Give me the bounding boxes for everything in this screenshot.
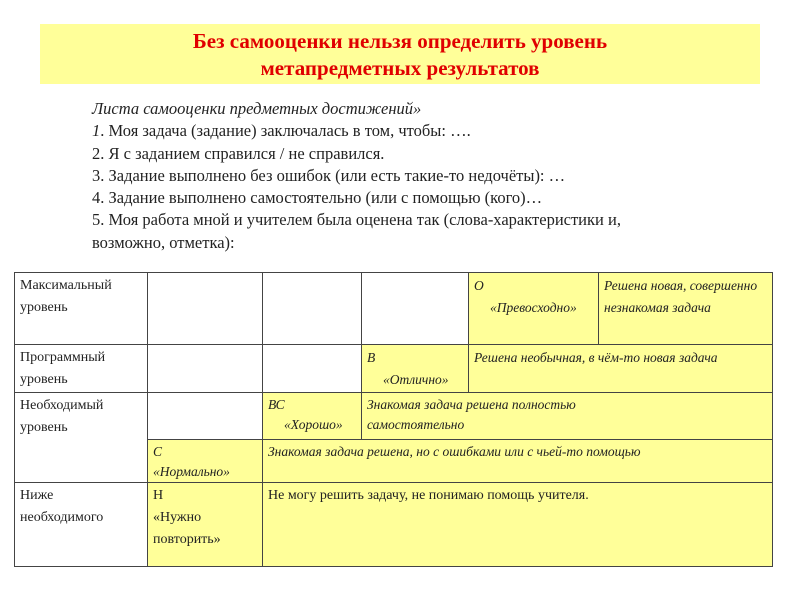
grade-word: «Превосходно» bbox=[490, 300, 577, 315]
level-below: Ниже необходимого bbox=[14, 482, 148, 567]
sheet-heading: Листа самооценки предметных достижений» bbox=[92, 99, 422, 118]
grade-h bbox=[147, 482, 263, 567]
level-program: Программный уровень bbox=[14, 344, 148, 393]
grade-b bbox=[361, 344, 469, 393]
sheet-item-3: 3. Задание выполнено без ошибок (или есть такие-то недочёты): … bbox=[92, 165, 566, 185]
grade-word: «Отлично» bbox=[383, 372, 449, 387]
empty-cell bbox=[361, 272, 469, 345]
level-max: Максимальный уровень bbox=[14, 272, 148, 345]
grade-word: «Хорошо» bbox=[284, 417, 343, 432]
slide-title bbox=[40, 24, 760, 84]
desc-c: Знакомая задача решена, но с ошибками или с чьей-то помощью bbox=[262, 439, 773, 483]
sheet-item-2: 2. Я с заданием справился / не справился. bbox=[92, 143, 385, 163]
grade-word: «Нужно повторить» bbox=[153, 510, 221, 547]
grade-letter: ВС bbox=[268, 397, 285, 412]
sheet-item-5: 5. Моя работа мной и учителем была оценена так (слова-характеристики и, bbox=[92, 210, 621, 230]
desc-h: Не могу решить задачу, не понимаю помощь учителя. bbox=[262, 482, 773, 567]
grade-c bbox=[147, 439, 263, 483]
empty-cell bbox=[147, 272, 263, 345]
sheet-item-4: 4. Задание выполнено самостоятельно (или с помощью (кого)… bbox=[92, 188, 543, 208]
desc-o: Решена новая, совершенно незнакомая задача bbox=[598, 272, 773, 345]
title-line-1: Без самооценки нельзя определить уровень bbox=[192, 29, 608, 53]
grade-word: «Нормально» bbox=[153, 464, 230, 479]
grade-letter: В bbox=[367, 350, 376, 365]
item-text: . Моя задача (задание) заключалась в том, чтобы: …. bbox=[100, 121, 471, 141]
grade-letter: С bbox=[153, 444, 163, 459]
grade-o bbox=[468, 272, 599, 345]
title-line-2: метапредметных результатов bbox=[260, 56, 540, 80]
desc-bc: Знакомая задача решена полностью самостоятельно bbox=[361, 392, 773, 440]
level-necessary: Необходимый уровень bbox=[14, 392, 148, 483]
empty-cell bbox=[262, 344, 362, 393]
item-number: 1 bbox=[92, 121, 101, 141]
sheet-item-1 bbox=[92, 120, 772, 142]
empty-cell bbox=[262, 272, 362, 345]
empty-cell bbox=[147, 344, 263, 393]
grade-letter: О bbox=[474, 278, 484, 293]
grade-bc bbox=[262, 392, 362, 440]
desc-b: Решена необычная, в чём-то новая задача bbox=[468, 344, 773, 393]
grade-letter: Н bbox=[153, 488, 164, 503]
sheet-item-5-cont: возможно, отметка): bbox=[92, 232, 235, 252]
empty-cell bbox=[147, 392, 263, 440]
self-assessment-sheet bbox=[92, 98, 772, 254]
